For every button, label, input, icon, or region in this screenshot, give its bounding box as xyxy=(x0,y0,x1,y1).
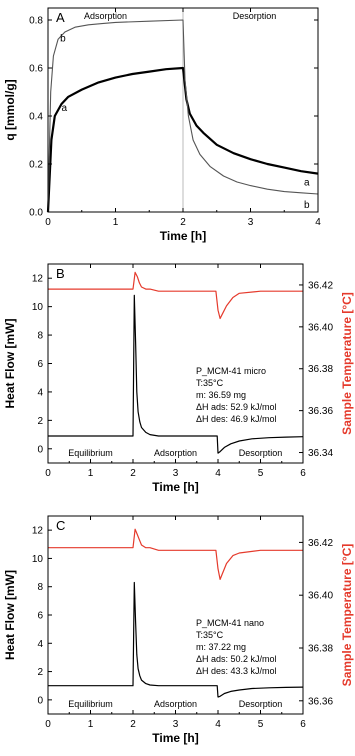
y-right-tick-label: 36.42 xyxy=(308,537,334,549)
x-tick-label: 3 xyxy=(247,217,254,228)
y-tick-label: 8 xyxy=(37,582,43,594)
x-tick-label: 1 xyxy=(87,468,94,479)
plot-frame xyxy=(48,264,303,463)
info-line: ΔH des: 43.3 kJ/mol xyxy=(196,666,277,676)
y-tick-label: 0.2 xyxy=(29,159,43,171)
series-line-heat-flow xyxy=(48,583,303,698)
y-right-tick-label: 36.34 xyxy=(308,448,334,460)
plot-frame xyxy=(48,516,303,714)
region-label: Desorption xyxy=(232,11,277,21)
info-line: ΔH ads: 50.2 kJ/mol xyxy=(196,654,277,664)
y-right-axis-title: Sample Temperature [°C] xyxy=(340,543,354,687)
panel-letter: A xyxy=(56,10,65,25)
region-label: Desorption xyxy=(238,448,283,458)
panel-a xyxy=(3,8,321,243)
y-tick-label: 0.6 xyxy=(29,63,43,75)
y-axis-title: Heat Flow [mW] xyxy=(3,318,17,409)
region-label: Equilibrium xyxy=(68,448,113,458)
y-right-tick-label: 36.36 xyxy=(308,406,334,418)
panel-letter: B xyxy=(56,266,65,281)
x-tick-label: 0 xyxy=(45,217,51,228)
y-axis-title: Heat Flow [mW] xyxy=(3,570,17,660)
y-tick-label: 10 xyxy=(31,302,43,314)
y-right-tick-label: 36.36 xyxy=(308,696,334,708)
x-axis-title: Time [h] xyxy=(152,480,199,494)
y-tick-label: 2 xyxy=(37,415,43,427)
y-tick-label: 4 xyxy=(37,387,43,399)
x-tick-label: 2 xyxy=(130,468,136,479)
y-tick-label: 4 xyxy=(37,638,43,650)
curve-label: a xyxy=(61,103,68,115)
info-line: P_MCM-41 micro xyxy=(196,366,267,376)
info-line: m: 36.59 mg xyxy=(196,390,247,400)
panel-b xyxy=(3,264,354,494)
y-tick-label: 0.8 xyxy=(29,15,43,27)
y-tick-label: 6 xyxy=(37,610,43,622)
info-line: P_MCM-41 nano xyxy=(196,618,265,628)
info-line: ΔH ads: 52.9 kJ/mol xyxy=(196,402,277,412)
curve-label: a xyxy=(304,177,310,189)
y-tick-label: 10 xyxy=(31,553,43,565)
info-line: T:35°C xyxy=(196,630,224,640)
y-tick-label: 2 xyxy=(37,667,43,679)
panel-c xyxy=(3,516,354,745)
x-tick-label: 3 xyxy=(172,468,179,479)
x-tick-label: 4 xyxy=(315,217,321,228)
y-right-tick-label: 36.40 xyxy=(308,322,334,334)
y-tick-label: 12 xyxy=(31,525,43,537)
series-line-sample-temperature xyxy=(48,529,303,579)
panel-letter: C xyxy=(56,518,66,533)
region-label: Adsorption xyxy=(153,448,198,458)
region-label: Adsorption xyxy=(153,699,198,709)
y-right-axis-title: Sample Temperature [°C] xyxy=(340,292,354,435)
info-line: ΔH des: 46.9 kJ/mol xyxy=(196,414,277,424)
y-axis-title: q [mmol/g] xyxy=(3,79,17,141)
x-tick-label: 0 xyxy=(45,719,51,730)
y-tick-label: 0 xyxy=(37,444,43,456)
y-tick-label: 0.4 xyxy=(29,111,43,123)
y-right-tick-label: 36.38 xyxy=(308,364,334,376)
x-tick-label: 5 xyxy=(257,468,264,479)
curve-label: b xyxy=(304,200,310,211)
x-tick-label: 3 xyxy=(172,719,179,730)
x-axis-title: Time [h] xyxy=(152,731,199,745)
y-right-tick-label: 36.40 xyxy=(308,590,334,602)
x-tick-label: 6 xyxy=(300,468,306,479)
x-tick-label: 6 xyxy=(300,719,306,730)
y-right-tick-label: 36.38 xyxy=(308,643,334,655)
y-tick-label: 12 xyxy=(31,273,43,285)
y-tick-label: 0 xyxy=(37,695,43,707)
x-tick-label: 1 xyxy=(87,719,94,730)
info-line: T:35°C xyxy=(196,378,224,388)
region-label: Equilibrium xyxy=(68,699,113,709)
series-line-sample-temperature xyxy=(48,272,303,318)
x-tick-label: 1 xyxy=(112,217,119,228)
x-tick-label: 2 xyxy=(180,217,186,228)
x-tick-label: 5 xyxy=(257,719,264,730)
x-tick-label: 0 xyxy=(45,468,51,479)
region-label: Adsorption xyxy=(83,11,128,21)
y-tick-label: 8 xyxy=(37,330,43,342)
x-tick-label: 4 xyxy=(215,468,221,479)
y-tick-label: 6 xyxy=(37,359,43,370)
y-tick-label: 0.0 xyxy=(29,207,43,219)
x-tick-label: 2 xyxy=(130,719,136,730)
y-right-tick-label: 36.42 xyxy=(308,280,334,292)
curve-label: b xyxy=(60,33,66,45)
region-label: Desorption xyxy=(238,699,283,709)
info-line: m: 37.22 mg xyxy=(196,642,247,652)
x-tick-label: 4 xyxy=(215,719,221,730)
x-axis-title: Time [h] xyxy=(159,229,207,243)
